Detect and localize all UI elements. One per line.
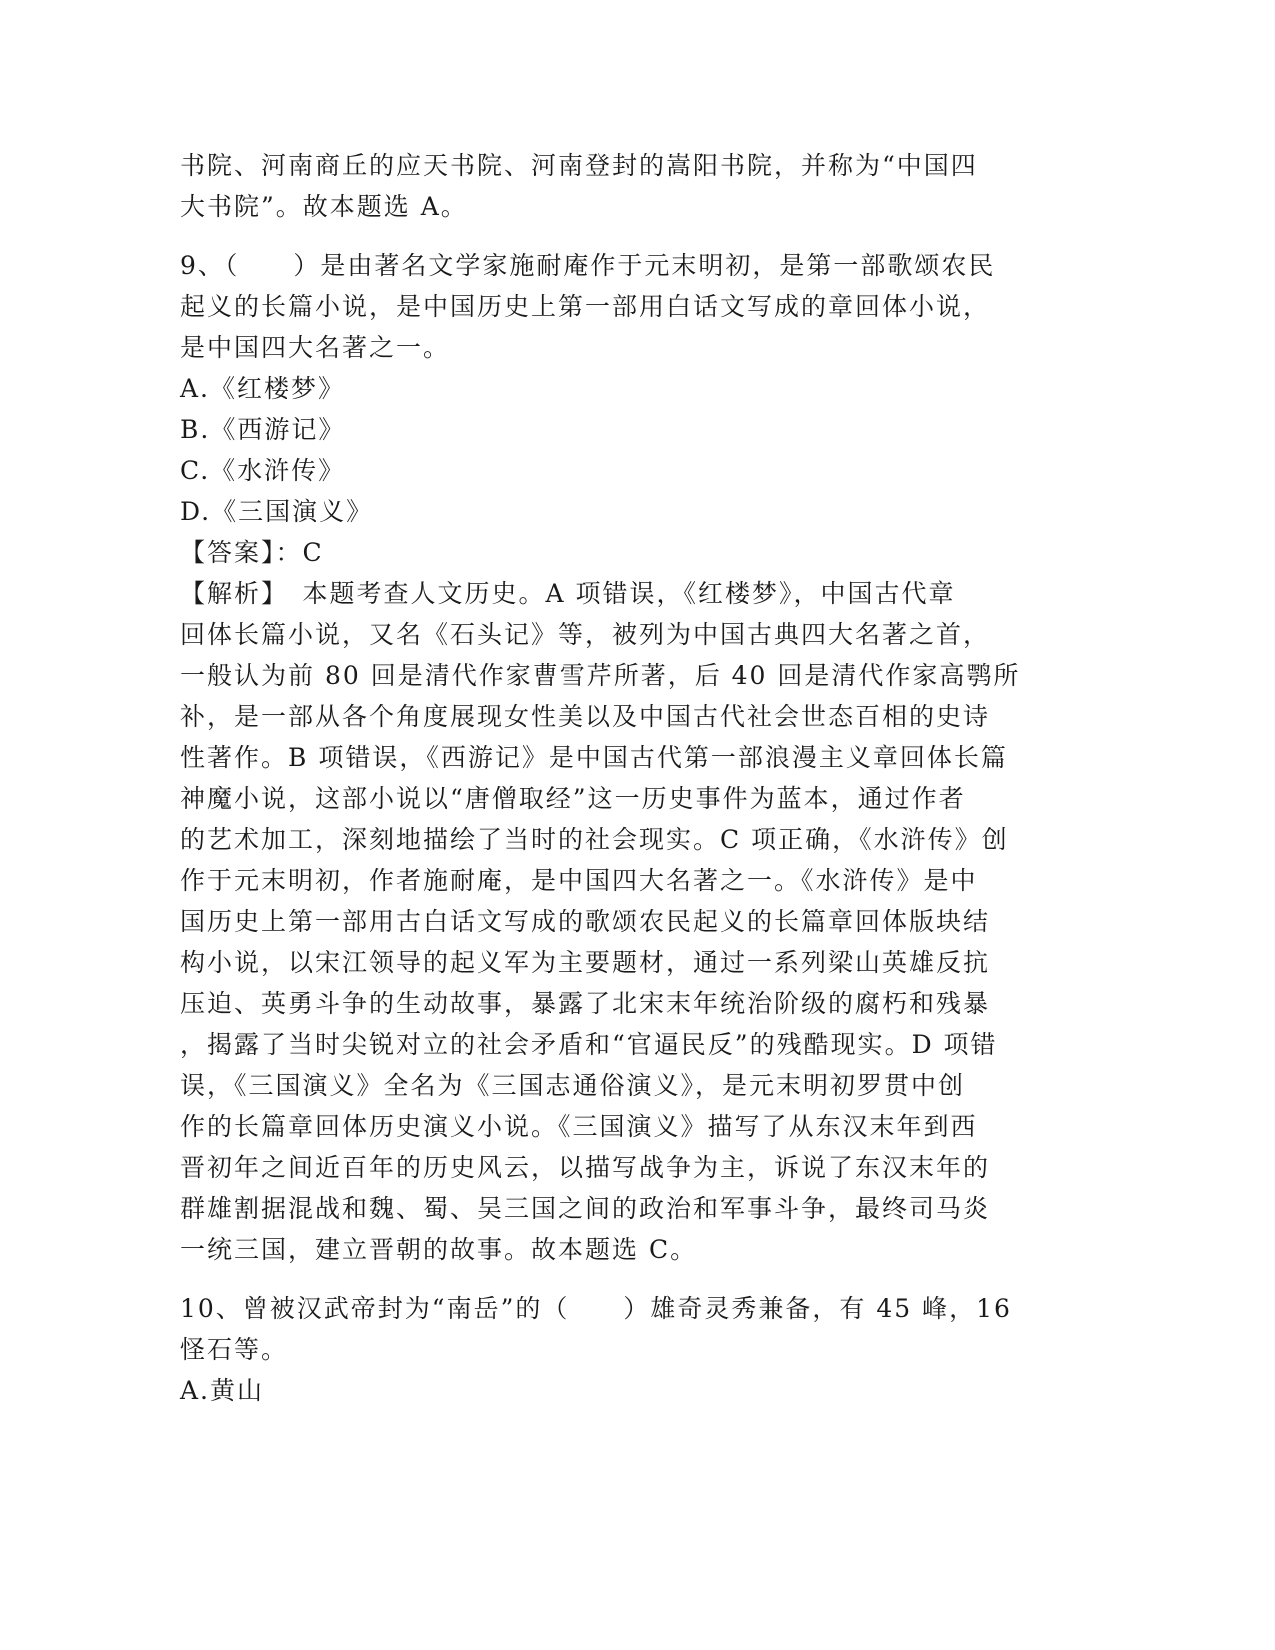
analysis-line: 晋初年之间近百年的历史风云，以描写战争为主，诉说了东汉末年的 xyxy=(180,1153,991,1182)
analysis-line: 构小说，以宋江领导的起义军为主要题材，通过一系列梁山英雄反抗 xyxy=(180,948,991,977)
paragraph-gap xyxy=(180,227,1080,245)
analysis-line: 的艺术加工，深刻地描绘了当时的社会现实。C 项正确，《水浒传》创 xyxy=(180,825,1009,854)
document-page xyxy=(180,145,1080,1411)
analysis-line: 压迫、英勇斗争的生动故事，暴露了北宋末年统治阶级的腐朽和残暴 xyxy=(180,989,991,1018)
question-stem-line: 9、（ ）是由著名文学家施耐庵作于元末明初，是第一部歌颂农民 xyxy=(180,251,996,280)
option-a: A.黄山 xyxy=(180,1376,265,1405)
analysis-line: 补，是一部从各个角度展现女性美以及中国古代社会世态百相的史诗 xyxy=(180,702,991,731)
analysis-line: 作的长篇章回体历史演义小说。《三国演义》描写了从东汉末年到西 xyxy=(180,1112,978,1141)
analysis-line: 国历史上第一部用古白话文写成的歌颂农民起义的长篇章回体版块结 xyxy=(180,907,991,936)
text-line: 大书院”。故本题选 A。 xyxy=(180,192,468,221)
analysis-line: 【解析】 本题考查人文历史。A 项错误，《红楼梦》，中国古代章 xyxy=(180,579,956,608)
option-d: D.《三国演义》 xyxy=(180,497,374,526)
paragraph-gap xyxy=(180,1270,1080,1288)
question-9 xyxy=(180,245,1080,1270)
question-10 xyxy=(180,1288,1080,1411)
analysis-line: 一统三国，建立晋朝的故事。故本题选 C。 xyxy=(180,1235,698,1264)
question-stem-line: 是中国四大名著之一。 xyxy=(180,333,451,362)
analysis-line: 作于元末明初，作者施耐庵，是中国四大名著之一。《水浒传》是中 xyxy=(180,866,978,895)
question-stem-line: 起义的长篇小说，是中国历史上第一部用白话文写成的章回体小说， xyxy=(180,292,991,321)
analysis-line: 一般认为前 80 回是清代作家曹雪芹所著，后 40 回是清代作家高鹗所 xyxy=(180,661,1021,690)
option-a: A.《红楼梦》 xyxy=(180,374,346,403)
previous-question-tail xyxy=(180,145,1080,227)
text-line: 书院、河南商丘的应天书院、河南登封的嵩阳书院，并称为“中国四 xyxy=(180,151,978,180)
analysis-line: 性著作。B 项错误，《西游记》是中国古代第一部浪漫主义章回体长篇 xyxy=(180,743,1008,772)
analysis-line: 神魔小说，这部小说以“唐僧取经”这一历史事件为蓝本，通过作者 xyxy=(180,784,966,813)
option-c: C.《水浒传》 xyxy=(180,456,346,485)
analysis-line: 群雄割据混战和魏、蜀、吴三国之间的政治和军事斗争，最终司马炎 xyxy=(180,1194,991,1223)
analysis-line: ，揭露了当时尖锐对立的社会矛盾和“官逼民反”的残酷现实。D 项错 xyxy=(180,1030,998,1059)
analysis-line: 误，《三国演义》全名为《三国志通俗演义》，是元末明初罗贯中创 xyxy=(180,1071,966,1100)
question-stem-line: 怪石等。 xyxy=(180,1335,289,1364)
answer-line: 【答案】：C xyxy=(180,538,324,567)
question-stem-line: 10、曾被汉武帝封为“南岳”的（ ）雄奇灵秀兼备，有 45 峰，16 xyxy=(180,1294,1012,1323)
option-b: B.《西游记》 xyxy=(180,415,346,444)
analysis-line: 回体长篇小说，又名《石头记》等，被列为中国古典四大名著之首， xyxy=(180,620,991,649)
